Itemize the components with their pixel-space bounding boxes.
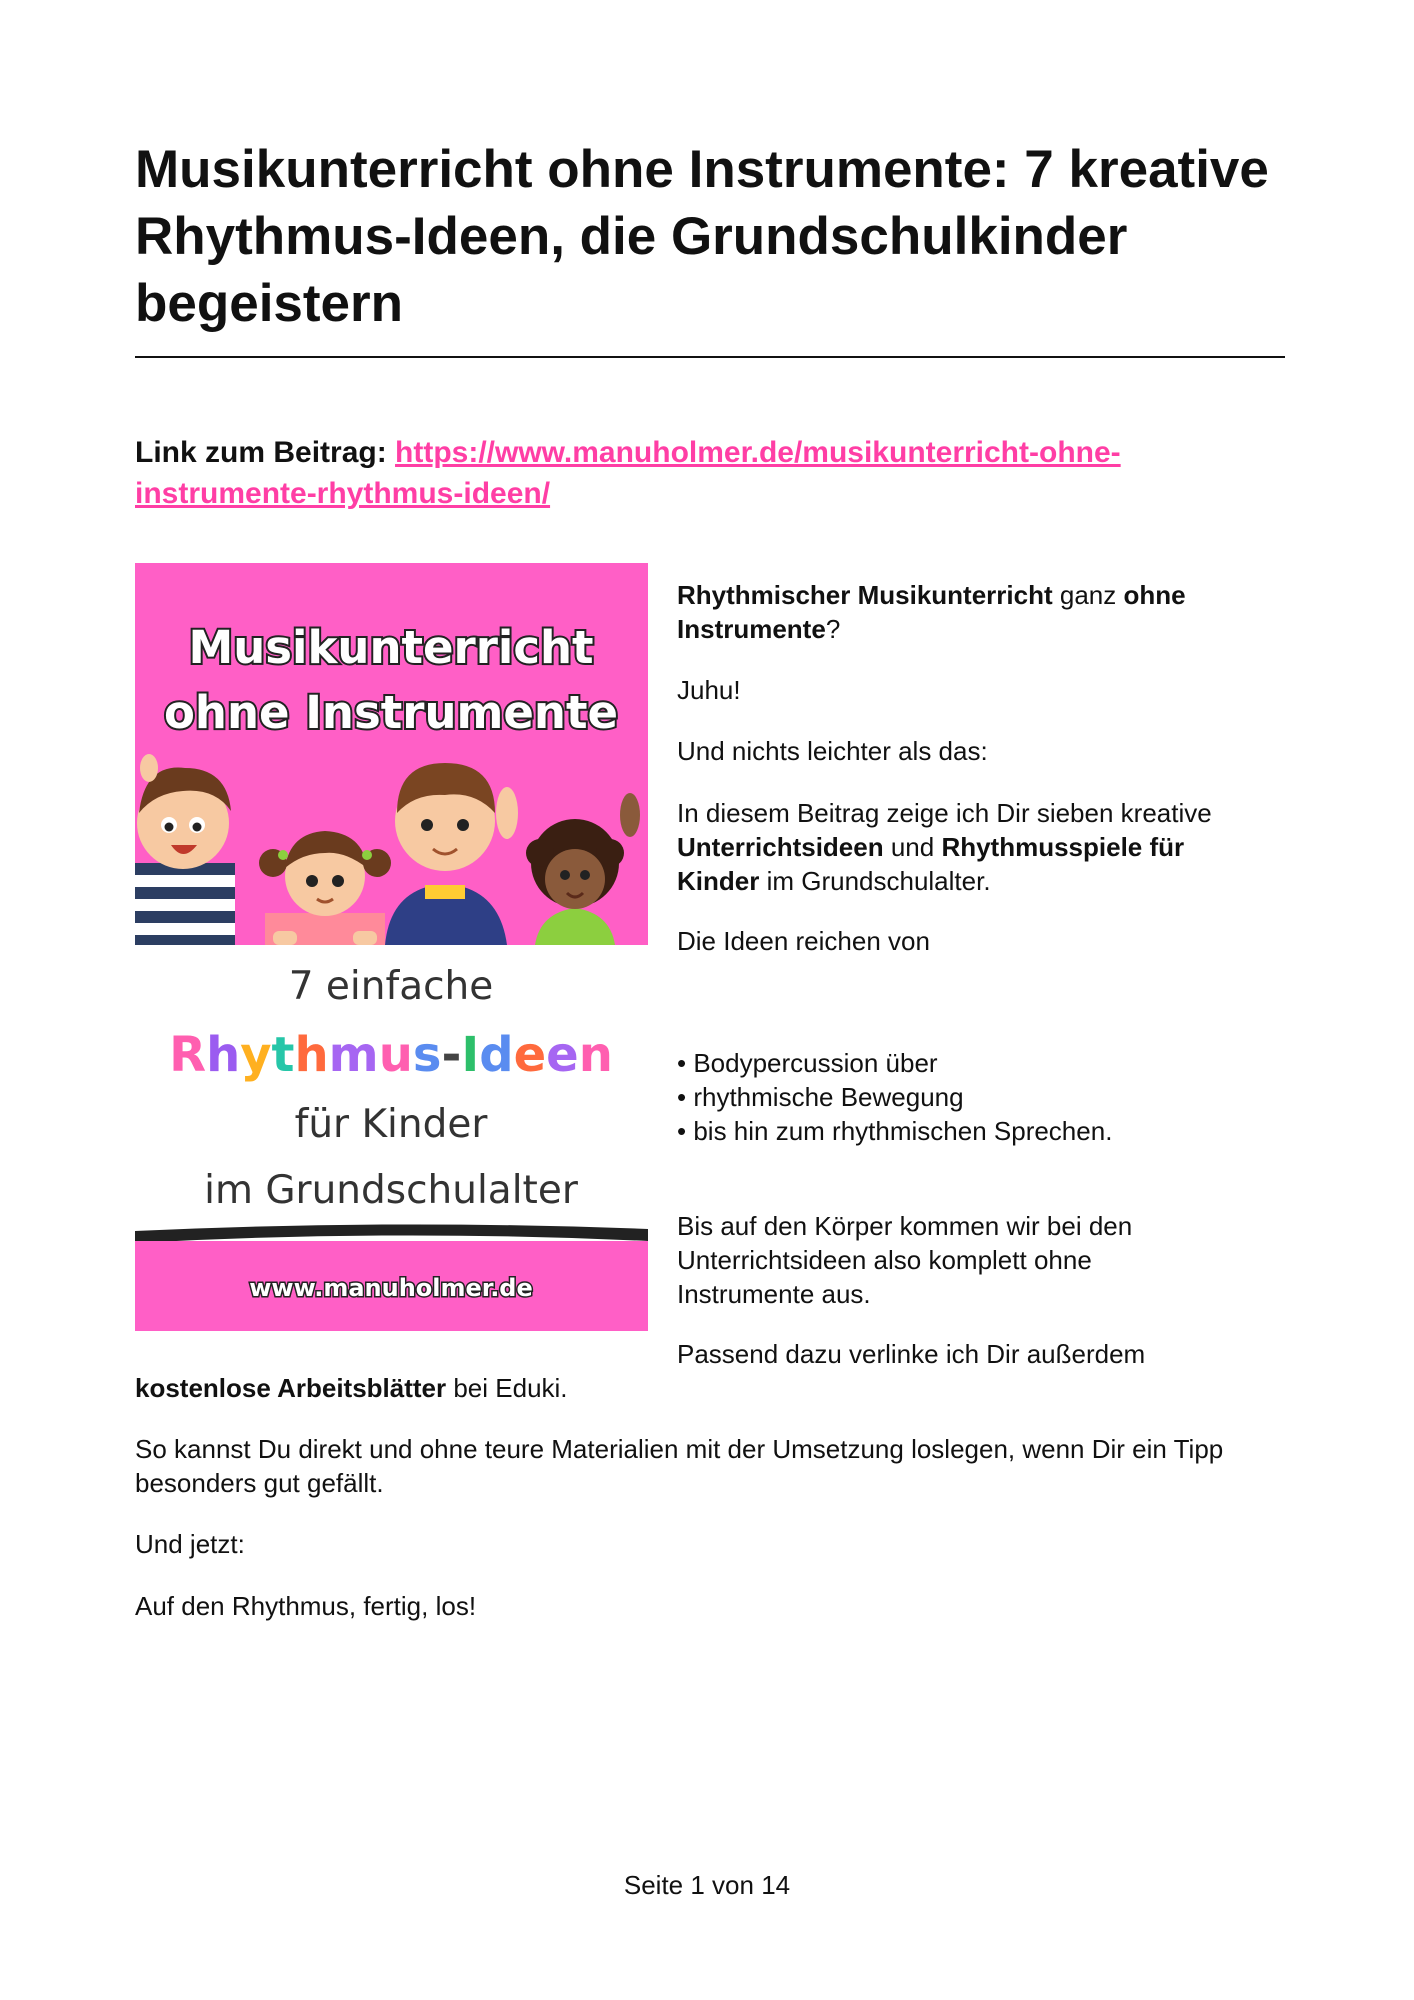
list-item: • bis hin zum rhythmischen Sprechen. [677, 1116, 1113, 1146]
hero-rainbow-letter: y [240, 1027, 272, 1083]
hero-title-line1: Musikunterricht [188, 621, 594, 674]
hero-subtitle-line3: für Kinder [294, 1102, 488, 1147]
intro-paragraph-4: In diesem Beitrag zeige ich Dir sieben kreative Unterrichtsideen und Rhythmusspiele für Kinder im Grundschulalter. [677, 798, 1212, 896]
page-number: Seite 1 von 14 [623, 1870, 791, 1900]
hero-rainbow-letter: n [578, 1027, 613, 1083]
kid-striped-shirt-illustration [135, 754, 235, 945]
hero-rainbow-letter: h [294, 1027, 329, 1083]
hero-rainbow-letter: s [412, 1027, 442, 1083]
intro-paragraph-8: So kannst Du direkt und ohne teure Materialien mit der Umsetzung loslegen, wenn Dir ein Tipp besonders gut gefällt. [135, 1434, 1224, 1498]
hero-url: www.manuholmer.de [249, 1274, 533, 1302]
hero-rainbow-letter: e [546, 1027, 579, 1083]
list-item: • Bodypercussion über [677, 1048, 938, 1078]
intro-paragraph-1: Rhythmischer Musikunterricht ganz ohne Instrumente? [677, 580, 1186, 644]
intro-paragraph-2: Juhu! [677, 675, 741, 705]
intro-paragraph-9: Und jetzt: [135, 1529, 245, 1559]
hero-rainbow-letter: e [513, 1027, 547, 1083]
hero-rainbow-letter: - [441, 1027, 462, 1083]
title-divider [135, 356, 1285, 358]
intro-paragraph-7-line2: kostenlose Arbeitsblätter bei Eduki. [135, 1373, 568, 1403]
link-label: Link zum Beitrag: [135, 436, 396, 469]
article-link[interactable]: https://www.manuholmer.de/musikunterricht-ohne- instrumente-rhythmus-ideen/ [135, 436, 1121, 510]
hero-rainbow-letter: I [461, 1027, 480, 1083]
hero-subtitle-line1: 7 einfache [288, 964, 494, 1009]
idea-bullet-list [677, 1046, 1277, 1148]
intro-paragraph-10: Auf den Rhythmus, fertig, los! [135, 1591, 477, 1621]
hero-rainbow-word [169, 1027, 613, 1083]
hero-rainbow-letter: h [206, 1027, 241, 1083]
hero-rainbow-letter: t [271, 1027, 295, 1083]
hero-rainbow-letter: d [479, 1027, 514, 1083]
hero-rainbow-letter: u [378, 1027, 413, 1083]
intro-paragraph-3: Und nichts leichter als das: [677, 736, 988, 766]
hero-subtitle-line4: im Grundschulalter [204, 1168, 578, 1213]
hero-title-line2: ohne Instrumente [164, 686, 618, 739]
hero-rainbow-letter: R [169, 1027, 207, 1083]
intro-paragraph-6: Bis auf den Körper kommen wir bei den Unterrichtsideen also komplett ohne Instrumente aus. [677, 1211, 1133, 1309]
article-link-line [135, 432, 1285, 514]
page-title: Musikunterricht ohne Instrumente: 7 kreative Rhythmus-Ideen, die Grundschulkinder begeistern [135, 140, 1269, 333]
hero-rainbow-letter: m [328, 1027, 379, 1083]
hero-image [135, 563, 648, 1331]
intro-paragraph-7-line1: Passend dazu verlinke ich Dir außerdem [677, 1339, 1146, 1369]
list-item: • rhythmische Bewegung [677, 1082, 964, 1112]
intro-paragraph-5: Die Ideen reichen von [677, 926, 930, 956]
